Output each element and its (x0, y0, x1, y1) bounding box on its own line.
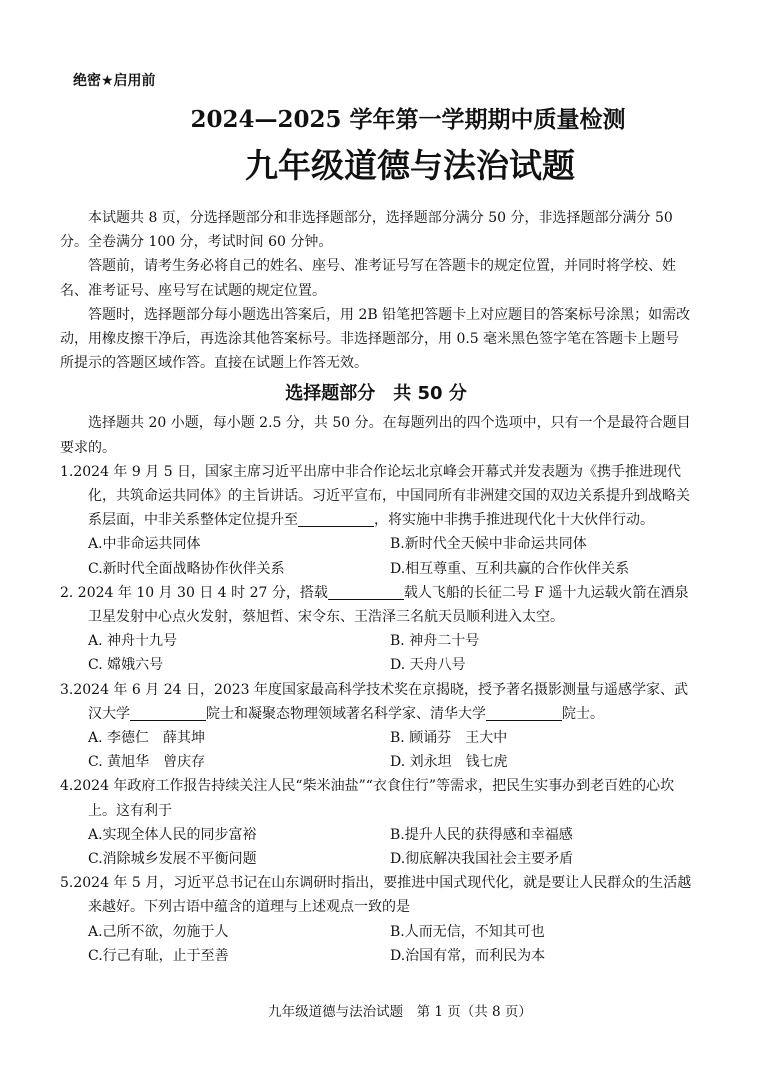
option-d: D.治国有常，而利民为本 (390, 947, 546, 964)
question-1 (60, 460, 692, 581)
question-stem (60, 581, 692, 629)
option-a: A. 神舟十九号 (88, 633, 178, 650)
option-c: C. 嫦娥六号 (88, 657, 164, 674)
option-b: B. 神舟二十号 (390, 633, 480, 650)
answer-blank (328, 585, 404, 600)
options (60, 532, 692, 580)
option-c: C.新时代全面战略协作伙伴关系 (88, 560, 285, 577)
question-stem: 4.2024 年政府工作报告持续关注人民“柴米油盐”“衣食住行”等需求，把民生实事办到老百姓的心坎上。这有利于 (60, 778, 675, 819)
option-b: B.新时代全天候中非命运共同体 (390, 536, 587, 553)
stem-text: 3.2024 年 6 月 24 日，2023 年度国家最高科学技术奖在京揭晓，授予著名摄影测量与遥感学家、武汉大学 (60, 681, 689, 722)
question-stem (60, 460, 692, 533)
section-intro: 选择题共 20 小题，每小题 2.5 分，共 50 分。在每题列出的四个选项中，只有一个是最符合题目要求的。 (60, 415, 691, 456)
option-a: A.己所不欲，勿施于人 (88, 923, 229, 940)
question-4 (60, 774, 692, 871)
option-d: D. 天舟八号 (390, 657, 466, 674)
option-d: D.彻底解决我国社会主要矛盾 (390, 851, 574, 868)
stem-text: 2. 2024 年 10 月 30 日 4 时 27 分，搭载 (60, 584, 328, 601)
options (60, 920, 692, 968)
answer-blank (486, 706, 562, 721)
question-stem (60, 678, 692, 726)
option-d: D. 刘永坦 钱七虎 (390, 754, 508, 771)
stem-text: ，将实施中非携手推进现代化十大伙伴行动。 (374, 512, 654, 529)
option-a: A.中非命运共同体 (88, 536, 201, 553)
answer-blank (130, 706, 206, 721)
page-footer: 九年级道德与法治试题 第 1 页（共 8 页） (268, 1004, 532, 1020)
confidential-mark: 绝密★启用前 (73, 73, 156, 89)
option-b: B.提升人民的获得感和幸福感 (390, 826, 573, 843)
option-c: C.行己有耻，止于至善 (88, 947, 229, 964)
instruction-2: 答题前，请考生务必将自己的姓名、座号、准考证号写在答题卡的规定位置，并同时将学校、姓名、准考证号、座号写在试题的规定位置。 (60, 258, 676, 299)
option-b: B. 顾诵芬 王大中 (390, 730, 508, 747)
instruction-1: 本试题共 8 页，分选择题部分和非选择题部分，选择题部分满分 50 分，非选择题部分满分 50 分。全卷满分 100 分，考试时间 60 分钟。 (60, 210, 673, 251)
exam-title: 2024—2025 学年第一学期期中质量检测 (190, 106, 626, 133)
options (60, 823, 692, 871)
stem-text: 1.2024 年 9 月 5 日，国家主席习近平出席中非合作论坛北京峰会开幕式并发表题为《携手推进现代化，共筑命运共同体》的主旨讲话。习近平宣布，中国同所有非洲建交国的双边关系提升到战略关系层面，中非关系整体定位提升至 (60, 463, 690, 529)
answer-blank (298, 512, 374, 527)
option-a: A. 李德仁 薛其坤 (88, 730, 206, 747)
options (60, 726, 692, 774)
section-title: 选择题部分 共 50 分 (285, 383, 467, 405)
exam-subject-title: 九年级道德与法治试题 (245, 146, 575, 185)
options (60, 629, 692, 677)
option-a: A.实现全体人民的同步富裕 (88, 826, 257, 843)
option-d: D.相互尊重、互利共赢的合作伙伴关系 (390, 560, 630, 577)
stem-text: 院士。 (562, 705, 604, 722)
question-2 (60, 581, 692, 678)
question-5 (60, 871, 692, 968)
stem-text: 载人飞船的长征二号 F 遥十九运载火箭在酒泉卫星发射中心点火发射，蔡旭哲、宋令东、王浩泽三名航天员顺利进入太空。 (88, 584, 689, 626)
stem-text: 院士和凝聚态物理领域著名科学家、清华大学 (206, 705, 486, 722)
option-b: B.人而无信，不知其可也 (390, 923, 545, 940)
option-c: C.消除城乡发展不平衡问题 (88, 851, 257, 868)
instruction-3: 答题时，选择题部分每小题选出答案后，用 2B 铅笔把答题卡上对应题目的答案标号涂黑；如需改动，用橡皮擦干净后，再选涂其他答案标号。非选择题部分，用 0.5 毫米黑色签字笔在答题卡上题号所提示的答题区域作答。直接在试题上作答无效。 (60, 306, 691, 372)
exam-body (60, 206, 692, 968)
question-stem: 5.2024 年 5 月，习近平总书记在山东调研时指出，要推进中国式现代化，就是要让人民群众的生活越来越好。下列古语中蕴含的道理与上述观点一致的是 (60, 875, 692, 916)
question-3 (60, 678, 692, 775)
option-c: C. 黄旭华 曾庆存 (88, 754, 206, 771)
